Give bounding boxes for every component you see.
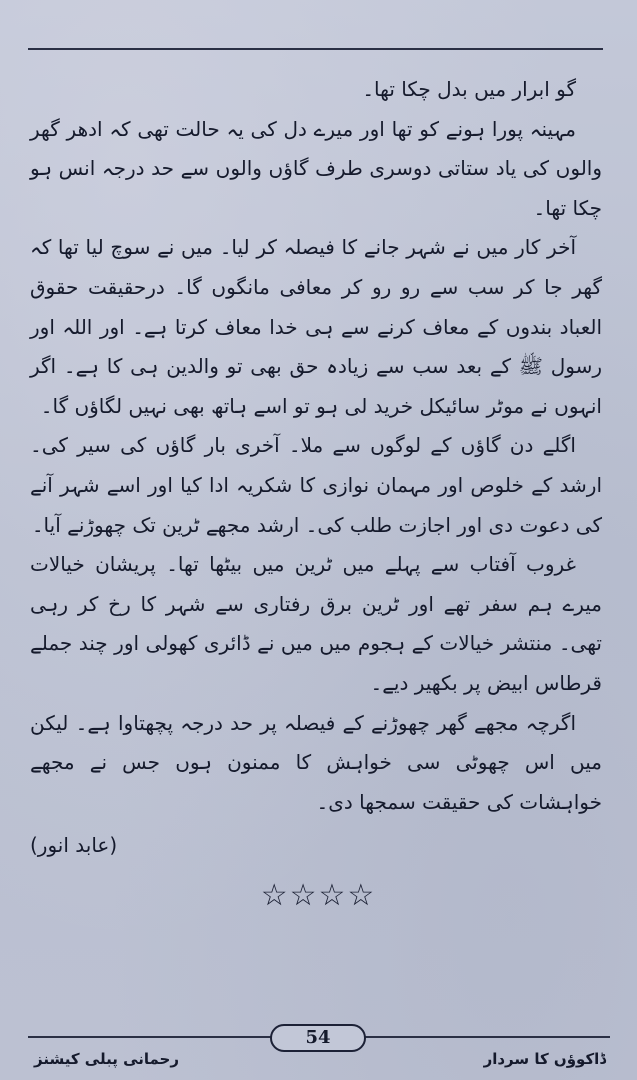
- paragraph: آخر کار میں نے شہر جانے کا فیصلہ کر لیا۔ میں نے سوچ لیا تھا کہ گھر جا کر سب سے رو رو کر معافی مانگوں گا۔ درحقیقت حقوق العباد بندوں کے معاف کرنے سے ہی خدا معاف کرتا ہے۔ اور اللہ اور رسول ﷺ کے بعد سب سے زیادہ حق بھی تو والدین ہی کا ہے۔ اگر انہوں نے موٹر سائیکل خرید لی ہو تو اسے ہاتھ بھی نہیں لگاؤں گا۔: [30, 235, 602, 418]
- page-number: 54: [270, 1024, 366, 1052]
- top-rule: [28, 48, 603, 50]
- paragraph: اگرچہ مجھے گھر چھوڑنے کے فیصلہ پر حد درجہ پچھتاوا ہے۔ لیکن میں اس چھوٹی سی خواہش کا ممنون ہوں جس نے مجھے خواہشات کی حقیقت سمجھا دی۔: [30, 710, 602, 814]
- section-divider-stars: ☆☆☆☆: [260, 878, 377, 913]
- paragraph: گو ابرار میں بدل چکا تھا۔: [362, 77, 576, 101]
- author-signature: (عابد انور): [30, 833, 118, 858]
- paragraph: مہینہ پورا ہونے کو تھا اور میرے دل کی یہ حالت تھی کہ ادھر گھر والوں کی یاد ستاتی دوسری طرف گاؤں والوں سے حد درجہ انس ہو چکا تھا۔: [30, 116, 602, 220]
- publisher-name: رحمانی پبلی کیشنز: [34, 1050, 180, 1068]
- article-body: [30, 70, 602, 866]
- book-title: ڈاکوؤں کا سردار: [483, 1050, 606, 1068]
- paragraph: غروب آفتاب سے پہلے میں ٹرین میں بیٹھا تھا۔ پریشان خیالات میرے ہم سفر تھے اور ٹرین برق رفتاری سے شہر کا رخ کر رہی تھی۔ منتشر خیالات کے ہجوم میں میں نے ڈائری کھولی اور چند جملے قرطاس ابیض پر بکھیر دیے۔: [30, 552, 602, 695]
- paragraph: اگلے دن گاؤں کے لوگوں سے ملا۔ آخری بار گاؤں کی سیر کی۔ ارشد کے خلوص اور مہمان نوازی کا شکریہ ادا کیا اور اسے شہر آنے کی دعوت دی اور اجازت طلب کی۔ ارشد مجھے ٹرین تک چھوڑنے آیا۔: [30, 433, 602, 537]
